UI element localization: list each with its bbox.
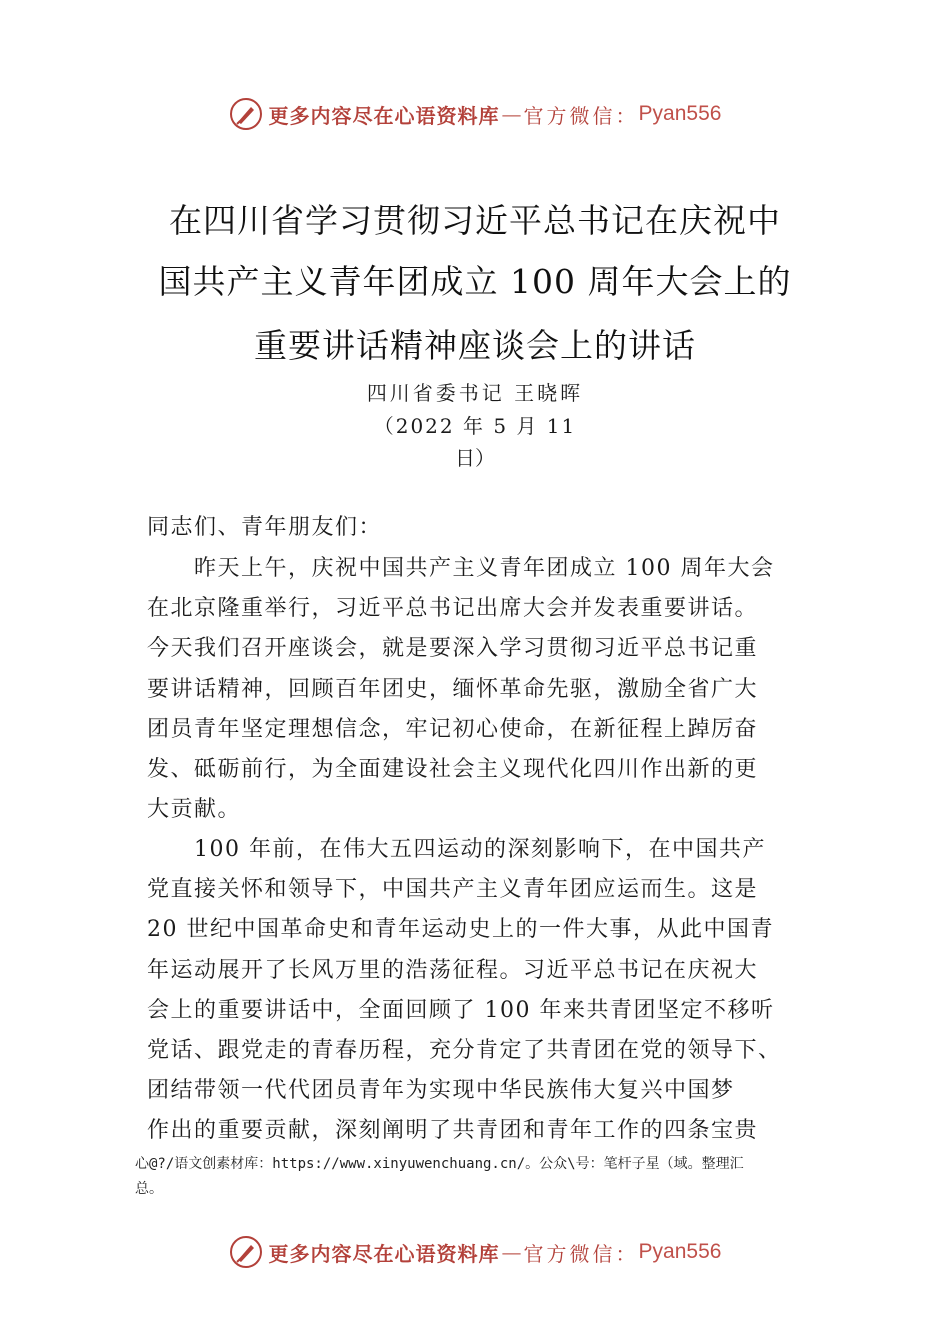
body-line: 100 年前，在伟大五四运动的深刻影响下，在中国共产 <box>147 837 766 862</box>
pen-logo-icon <box>229 97 263 131</box>
pen-logo-icon <box>229 1235 263 1269</box>
body-line: 发、砥砺前行，为全面建设社会主义现代化四川作出新的更 <box>147 757 759 782</box>
document-title-line-2: 国共产主义青年团成立 100 周年大会上的 <box>158 262 792 301</box>
document-title-line-3: 重要讲话精神座谈会上的讲话 <box>254 326 696 365</box>
banner-brand: 更多内容尽在心语资料库 <box>268 1241 500 1266</box>
body-line: 大贡献。 <box>147 797 242 822</box>
footnote-line-2: 总。 <box>135 1181 163 1197</box>
banner-wechat-label: 官方微信： <box>523 1241 639 1266</box>
footnote-line-1: 心@?/语文创素材库：https://www.xinyuwenchuang.cn/。公众\号：笔杆子星（域。整理汇 <box>135 1156 744 1172</box>
header-banner <box>0 94 950 134</box>
document-author: 四川省委书记 王晓晖 <box>366 381 584 405</box>
banner-separator: — <box>501 1240 522 1264</box>
document-date-line-2: 日） <box>455 446 495 470</box>
body-line: 20 世纪中国革命史和青年运动史上的一件大事，从此中国青 <box>147 917 774 942</box>
footer-banner <box>0 1232 950 1272</box>
body-line: 昨天上午，庆祝中国共产主义青年团成立 100 周年大会 <box>147 556 775 581</box>
body-line: 团员青年坚定理想信念，牢记初心使命，在新征程上踔厉奋 <box>147 717 759 742</box>
banner-wechat-id: Pyan556 <box>638 1240 722 1263</box>
body-line: 在北京隆重举行，习近平总书记出席大会并发表重要讲话。 <box>147 596 759 621</box>
body-line: 会上的重要讲话中，全面回顾了 100 年来共青团坚定不移听 <box>147 998 775 1023</box>
body-line: 同志们、青年朋友们： <box>147 515 383 540</box>
banner-wechat-id: Pyan556 <box>638 102 722 125</box>
document-title-line-1: 在四川省学习贯彻习近平总书记在庆祝中 <box>169 201 781 240</box>
body-line: 团结带领一代代团员青年为实现中华民族伟大复兴中国梦 <box>147 1078 735 1103</box>
body-line: 党直接关怀和领导下，中国共产主义青年团应运而生。这是 <box>147 877 759 902</box>
banner-separator: — <box>501 102 522 126</box>
body-line: 党话、跟党走的青春历程，充分肯定了共青团在党的领导下、 <box>147 1038 782 1063</box>
document-date-line-1: （2022 年 5 月 11 <box>373 414 577 438</box>
banner-brand: 更多内容尽在心语资料库 <box>268 103 500 128</box>
body-line: 要讲话精神，回顾百年团史，缅怀革命先驱，激励全省广大 <box>147 677 759 702</box>
body-line: 作出的重要贡献，深刻阐明了共青团和青年工作的四条宝贵 <box>147 1118 759 1143</box>
banner-wechat-label: 官方微信： <box>523 103 639 128</box>
body-line: 年运动展开了长风万里的浩荡征程。习近平总书记在庆祝大 <box>147 958 759 983</box>
body-line: 今天我们召开座谈会，就是要深入学习贯彻习近平总书记重 <box>147 636 759 661</box>
